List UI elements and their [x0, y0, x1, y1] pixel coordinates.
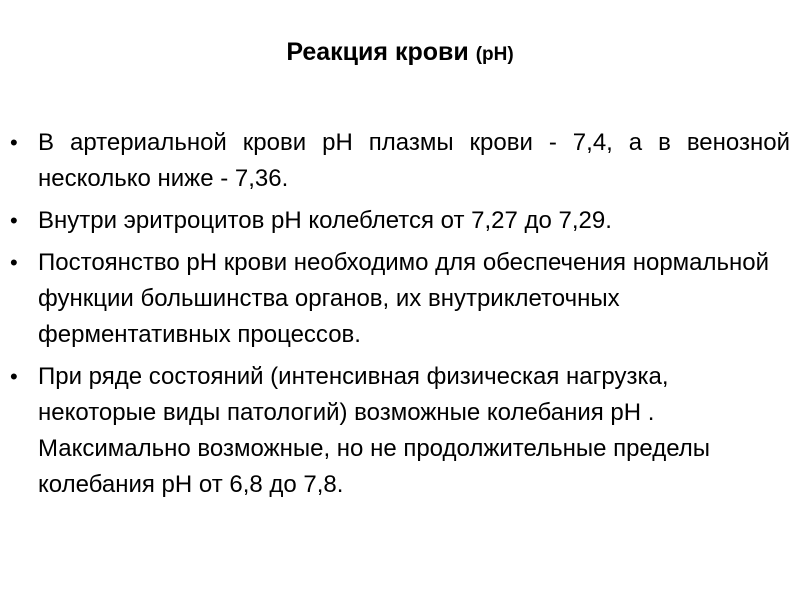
slide-title — [0, 34, 800, 73]
bullet-text: В артериальной крови рН плазмы крови - 7,4, а в венозной несколько ниже - 7,36. — [38, 129, 790, 192]
bullet-item — [10, 245, 790, 353]
bullet-icon: • — [10, 364, 18, 389]
bullet-text: При ряде состояний (интенсивная физическая нагрузка, некоторые виды патологий) возможные колебания рН . Максимально возможные, но не продолжительные пределы колебания рН от 6,8 до 7,8. — [38, 363, 711, 498]
bullet-text: Внутри эритроцитов рН колеблется от 7,27 до 7,29. — [38, 207, 612, 234]
slide-title-main: Реакция крови — [286, 38, 476, 66]
bullet-icon: • — [10, 208, 18, 233]
bullet-icon: • — [10, 130, 18, 155]
bullet-item — [10, 125, 790, 197]
bullet-item — [10, 359, 790, 503]
bullet-text: Постоянство рН крови необходимо для обеспечения нормальной функции большинства органов, их внутриклеточных ферментативных процессов. — [38, 249, 770, 348]
bullet-list — [10, 125, 790, 509]
bullet-item — [10, 203, 790, 239]
slide-title-paren: (рН) — [475, 44, 514, 65]
bullet-icon: • — [10, 250, 18, 275]
